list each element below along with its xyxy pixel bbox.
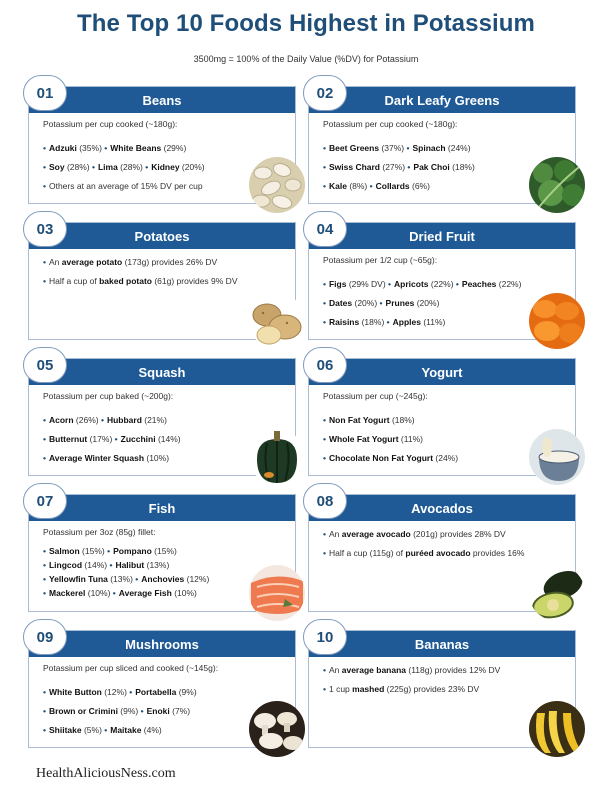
card-title: Dried Fruit — [309, 223, 575, 249]
potato-icon — [249, 293, 305, 349]
bullet: • — [43, 415, 46, 425]
bullet: • — [107, 546, 111, 556]
food-value: (118g) provides 12% DV — [406, 665, 501, 675]
card-title: Squash — [29, 359, 295, 385]
bullet: • — [112, 588, 116, 598]
food-line — [43, 572, 209, 586]
food-line — [323, 313, 521, 332]
food-value: (26%) — [73, 415, 101, 425]
card-number-badge: 06 — [303, 347, 347, 383]
card-intro: Potassium per cup baked (~200g): — [43, 391, 174, 401]
food-value: 1 cup — [328, 684, 353, 694]
food-value: (9%) — [176, 687, 197, 697]
food-value: (18%) — [389, 415, 415, 425]
food-value: (28%) — [64, 162, 92, 172]
food-line — [43, 721, 197, 740]
food-value: (14%) — [155, 434, 181, 444]
food-card-07 — [28, 494, 296, 612]
food-card-06 — [308, 358, 576, 476]
bullet: • — [323, 529, 326, 539]
bullet: • — [43, 453, 46, 463]
food-line — [43, 411, 181, 430]
yogurt-icon — [529, 429, 585, 485]
bullet: • — [114, 434, 118, 444]
food-name: Acorn — [48, 415, 74, 425]
card-lines — [43, 411, 181, 468]
food-value: (10%) — [85, 588, 113, 598]
card-lines — [323, 139, 475, 196]
food-name: Enoki — [146, 706, 170, 716]
food-name: Maitake — [110, 725, 142, 735]
food-name: Lima — [97, 162, 118, 172]
bullet: • — [323, 548, 326, 558]
food-card-02 — [308, 86, 576, 204]
food-name: Swiss Chard — [328, 162, 381, 172]
food-name: Collards — [375, 181, 410, 191]
food-line — [323, 680, 500, 699]
bullet: • — [100, 415, 104, 425]
bullet: • — [323, 415, 326, 425]
food-value: (18%) — [359, 317, 387, 327]
food-line — [43, 449, 181, 468]
page-title: The Top 10 Foods Highest in Potassium — [77, 10, 535, 37]
bullet: • — [43, 687, 46, 697]
food-value: An — [48, 257, 62, 267]
food-line — [43, 558, 209, 572]
bullet: • — [43, 257, 46, 267]
food-name: Soy — [48, 162, 65, 172]
food-line — [43, 702, 197, 721]
food-name: Hubbard — [106, 415, 142, 425]
food-value: (37%) — [379, 143, 407, 153]
card-lines — [323, 275, 521, 332]
card-intro: Potassium per cup cooked (~180g): — [43, 119, 178, 129]
food-line — [43, 177, 205, 196]
card-intro: Potassium per cup sliced and cooked (~145g): — [43, 663, 219, 673]
card-number-badge: 05 — [23, 347, 67, 383]
food-value: provides 16% — [470, 548, 525, 558]
card-number-badge: 08 — [303, 483, 347, 519]
food-name: Pak Choi — [413, 162, 450, 172]
food-name: Apricots — [394, 279, 429, 289]
food-value: (20%) — [179, 162, 205, 172]
food-name: Anchovies — [141, 574, 185, 584]
food-name: average avocado — [341, 529, 411, 539]
food-value: (13%) — [144, 560, 170, 570]
food-name: Shiitake — [48, 725, 82, 735]
food-card-10 — [308, 630, 576, 748]
food-value: (10%) — [144, 453, 170, 463]
food-value: (13%) — [107, 574, 136, 584]
bullet: • — [43, 546, 46, 556]
card-title: Mushrooms — [29, 631, 295, 657]
site-footer: HealthAliciousNess.com — [36, 766, 176, 781]
bullet: • — [369, 181, 373, 191]
food-name: Average Fish — [118, 588, 172, 598]
card-lines — [43, 253, 238, 291]
food-value: (22%) — [428, 279, 456, 289]
food-line — [323, 158, 475, 177]
food-line — [323, 544, 524, 563]
food-line — [43, 430, 181, 449]
bullet: • — [388, 279, 392, 289]
food-value: (6%) — [409, 181, 430, 191]
food-line — [43, 586, 209, 600]
card-intro: Potassium per cup (~245g): — [323, 391, 428, 401]
bullet: • — [323, 434, 326, 444]
food-line — [43, 139, 205, 158]
food-line — [323, 525, 524, 544]
food-line — [43, 544, 209, 558]
food-value: (18%) — [449, 162, 475, 172]
bullet: • — [406, 143, 410, 153]
bullet: • — [135, 574, 139, 584]
card-title: Fish — [29, 495, 295, 521]
food-name: mashed — [352, 684, 385, 694]
food-line — [323, 177, 475, 196]
food-line — [323, 411, 458, 430]
bullet: • — [43, 588, 46, 598]
food-name: White Beans — [110, 143, 162, 153]
card-number-badge: 01 — [23, 75, 67, 111]
card-title: Avocados — [309, 495, 575, 521]
bullet: • — [323, 143, 326, 153]
food-name: Chocolate Non Fat Yogurt — [328, 453, 434, 463]
bullet: • — [379, 298, 383, 308]
acorn-squash-icon — [249, 429, 305, 485]
food-value: (201g) provides 28% DV — [410, 529, 506, 539]
food-value: (14%) — [82, 560, 110, 570]
food-name: Spinach — [412, 143, 446, 153]
card-lines — [323, 661, 500, 699]
card-lines — [43, 544, 209, 600]
card-lines — [43, 139, 205, 196]
food-name: Average Winter Squash — [48, 453, 145, 463]
food-name: Halibut — [115, 560, 145, 570]
bullet: • — [323, 684, 326, 694]
food-name: Salmon — [48, 546, 80, 556]
card-title: Yogurt — [309, 359, 575, 385]
bullet: • — [323, 279, 326, 289]
card-lines — [43, 683, 197, 740]
bullet: • — [43, 434, 46, 444]
dried-apricot-icon — [529, 293, 585, 349]
bullet: • — [323, 298, 326, 308]
food-value: (7%) — [169, 706, 191, 716]
food-value: Half a cup of — [48, 276, 100, 286]
food-value: (15%) — [151, 546, 177, 556]
food-value: (20%) — [414, 298, 440, 308]
food-name: Brown or Crimini — [48, 706, 118, 716]
food-name: Portabella — [135, 687, 177, 697]
bullet: • — [145, 162, 149, 172]
bullet: • — [43, 706, 46, 716]
food-name: Kidney — [151, 162, 180, 172]
food-card-03 — [28, 222, 296, 340]
card-title: Potatoes — [29, 223, 295, 249]
bullet: • — [323, 162, 326, 172]
bullet: • — [43, 276, 46, 286]
food-line — [323, 294, 521, 313]
food-value: Half a cup (115g) of — [328, 548, 406, 558]
food-name: Whole Fat Yogurt — [328, 434, 399, 444]
bullet: • — [323, 181, 326, 191]
food-name: Dates — [328, 298, 353, 308]
card-number-badge: 04 — [303, 211, 347, 247]
food-name: Prunes — [385, 298, 415, 308]
food-name: average potato — [61, 257, 123, 267]
food-name: White Button — [48, 687, 102, 697]
food-value: An — [328, 529, 342, 539]
food-value: Others at an average of 15% DV per cup — [48, 181, 203, 191]
card-title: Bananas — [309, 631, 575, 657]
bullet: • — [140, 706, 144, 716]
bullet: • — [455, 279, 459, 289]
food-card-01 — [28, 86, 296, 204]
food-value: An — [328, 665, 342, 675]
food-name: Non Fat Yogurt — [328, 415, 390, 425]
food-value: (20%) — [352, 298, 380, 308]
bullet: • — [104, 143, 108, 153]
food-line — [43, 253, 238, 272]
bullet: • — [323, 453, 326, 463]
card-intro: Potassium per cup cooked (~180g): — [323, 119, 458, 129]
food-value: (29% DV) — [346, 279, 389, 289]
mushroom-icon — [249, 701, 305, 757]
bullet: • — [109, 560, 113, 570]
food-card-08 — [308, 494, 576, 612]
food-name: puréed avocado — [405, 548, 471, 558]
food-card-04 — [308, 222, 576, 340]
bullet: • — [43, 181, 46, 191]
food-line — [323, 275, 521, 294]
bullet: • — [43, 560, 46, 570]
bullet: • — [43, 574, 46, 584]
card-intro: Potassium per 3oz (85g) fillet: — [43, 527, 156, 537]
food-card-05 — [28, 358, 296, 476]
bullet: • — [323, 317, 326, 327]
food-name: Lingcod — [48, 560, 83, 570]
card-intro: Potassium per 1/2 cup (~65g): — [323, 255, 438, 265]
food-line — [323, 139, 475, 158]
food-line — [43, 683, 197, 702]
food-value: (225g) provides 23% DV — [384, 684, 480, 694]
bullet: • — [43, 725, 46, 735]
bullet: • — [386, 317, 390, 327]
food-value: (173g) provides 26% DV — [122, 257, 218, 267]
food-line — [323, 661, 500, 680]
food-value: (21%) — [141, 415, 167, 425]
salmon-icon — [249, 565, 305, 621]
food-value: (28%) — [117, 162, 146, 172]
food-value: (12%) — [184, 574, 210, 584]
food-value: (17%) — [87, 434, 115, 444]
food-value: (29%) — [161, 143, 187, 153]
food-value: (9%) — [117, 706, 141, 716]
card-lines — [323, 525, 524, 563]
beans-icon — [249, 157, 305, 213]
food-value: (15%) — [79, 546, 108, 556]
card-title: Beans — [29, 87, 295, 113]
food-value: (35%) — [76, 143, 105, 153]
bullet: • — [129, 687, 133, 697]
food-line — [43, 272, 238, 291]
food-line — [323, 430, 458, 449]
page-subtitle: 3500mg = 100% of the Daily Value (%DV) for Potassium — [193, 54, 419, 64]
food-value: (24%) — [445, 143, 471, 153]
food-value: (12%) — [101, 687, 130, 697]
food-name: Mackerel — [48, 588, 86, 598]
food-name: Zucchini — [120, 434, 156, 444]
bullet: • — [91, 162, 95, 172]
food-name: Butternut — [48, 434, 88, 444]
food-value: (4%) — [141, 725, 162, 735]
card-number-badge: 02 — [303, 75, 347, 111]
food-value: (10%) — [171, 588, 197, 598]
card-title: Dark Leafy Greens — [309, 87, 575, 113]
card-number-badge: 07 — [23, 483, 67, 519]
card-lines — [323, 411, 458, 468]
food-name: Adzuki — [48, 143, 77, 153]
card-number-badge: 09 — [23, 619, 67, 655]
food-name: Apples — [392, 317, 421, 327]
food-value: (22%) — [496, 279, 522, 289]
food-card-09 — [28, 630, 296, 748]
card-number-badge: 10 — [303, 619, 347, 655]
food-name: Pompano — [113, 546, 152, 556]
food-name: Kale — [328, 181, 347, 191]
bullet: • — [407, 162, 411, 172]
food-line — [43, 158, 205, 177]
food-value: (8%) — [346, 181, 370, 191]
food-name: average banana — [341, 665, 407, 675]
kale-icon — [529, 157, 585, 213]
food-value: (27%) — [380, 162, 408, 172]
bullet: • — [104, 725, 108, 735]
avocado-icon — [529, 565, 585, 621]
food-name: Figs — [328, 279, 347, 289]
food-name: Yellowfin Tuna — [48, 574, 108, 584]
food-name: Raisins — [328, 317, 360, 327]
bullet: • — [43, 143, 46, 153]
food-name: Peaches — [461, 279, 497, 289]
food-line — [323, 449, 458, 468]
card-number-badge: 03 — [23, 211, 67, 247]
food-value: (11%) — [420, 317, 446, 327]
bullet: • — [43, 162, 46, 172]
food-value: (11%) — [398, 434, 423, 444]
food-name: Beet Greens — [328, 143, 380, 153]
food-value: (5%) — [81, 725, 105, 735]
food-value: (24%) — [433, 453, 459, 463]
bullet: • — [323, 665, 326, 675]
food-value: (61g) provides 9% DV — [151, 276, 238, 286]
banana-icon — [529, 701, 585, 757]
food-name: baked potato — [99, 276, 152, 286]
